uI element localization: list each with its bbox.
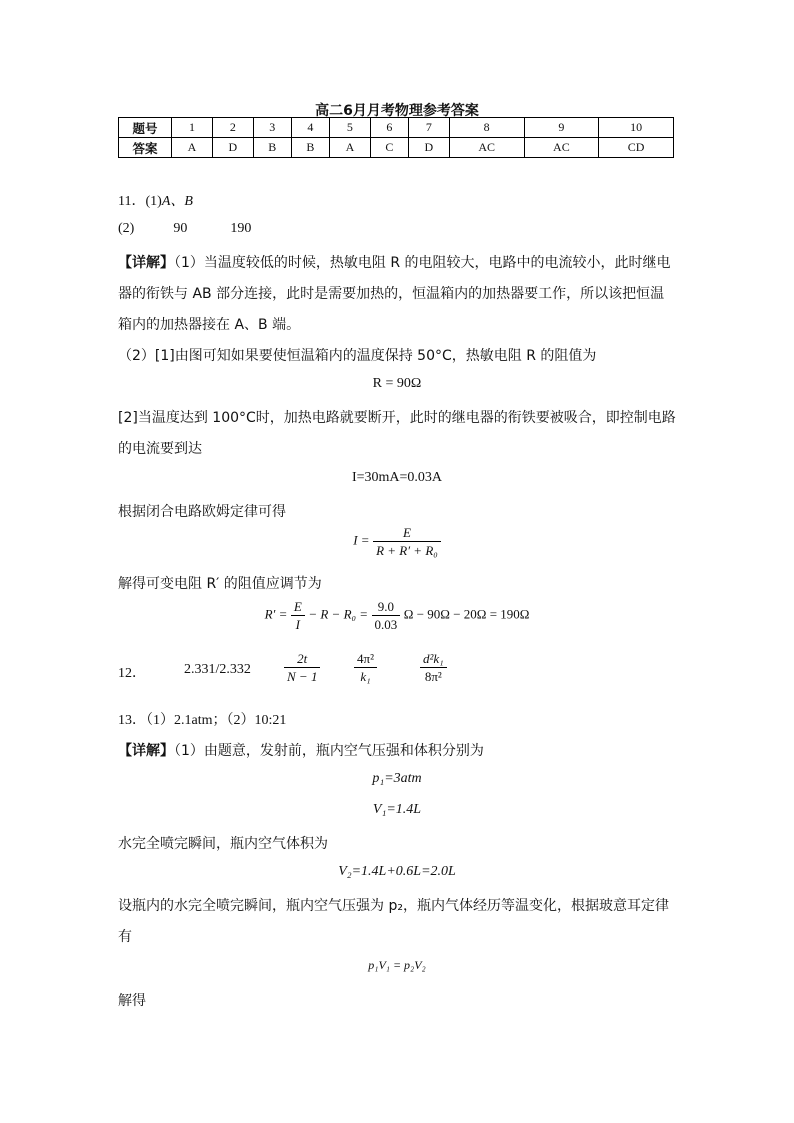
table-cell: C <box>370 138 408 158</box>
q12-label: 12． <box>118 666 146 681</box>
q11-detail-line3: 箱内的加热器接在 A、B 端。 <box>118 317 301 333</box>
q13-detail-line2: 水完全喷完瞬间，瓶内空气体积为 <box>118 836 328 852</box>
table-cell: B <box>253 138 291 158</box>
q13-detail-line3: 设瓶内的水完全喷完瞬间，瓶内空气压强为 p₂，瓶内气体经历等温变化，根据玻意耳定律 <box>118 898 669 914</box>
row-header-question-number: 题号 <box>119 118 172 138</box>
page-title: 高二6月月考物理参考答案 <box>315 103 479 119</box>
eq-r2-left: R′ = <box>264 606 288 622</box>
table-cell: AC <box>524 138 599 158</box>
equation-p1: p₁=3atm <box>372 771 422 786</box>
answer-table <box>118 117 674 158</box>
table-cell: 4 <box>291 118 329 138</box>
fraction-numerator: d²k₁ <box>420 650 447 668</box>
table-cell: B <box>291 138 329 158</box>
table-cell: A <box>172 138 213 158</box>
equation-v1: V₁=1.4L <box>372 802 422 817</box>
detail-tag: 【详解】 <box>118 255 174 271</box>
eq-r2-fraction1 <box>291 598 305 633</box>
q11-detail-line1 <box>118 252 671 272</box>
q13-answer-line: 13．（1）2.1atm；（2）10:21 <box>118 713 287 728</box>
detail-text: （1）由题意，发射前，瓶内空气压强和体积分别为 <box>174 743 484 759</box>
table-cell: 6 <box>370 118 408 138</box>
table-cell: 7 <box>408 118 449 138</box>
detail-text: （1）当温度较低的时候，热敏电阻 R 的电阻较大，电路中的电流较小，此时继电 <box>174 255 671 271</box>
eq-ohm-denominator: R + R′ + R₀ <box>376 543 438 558</box>
equation-v2: V₂=1.4L+0.6L=2.0L <box>338 864 456 879</box>
q11-part2-label: (2) <box>118 221 135 236</box>
eq-ohm-fraction <box>373 524 441 559</box>
fraction-numerator: E <box>291 598 305 616</box>
table-row <box>119 118 674 138</box>
eq-r2-right: Ω − 90Ω − 20Ω = 190Ω <box>403 606 530 622</box>
q11-detail-line6: 的电流要到达 <box>118 441 202 457</box>
table-cell: 1 <box>172 118 213 138</box>
fraction-denominator: N − 1 <box>287 669 318 684</box>
q11-detail-line4: （2）[1]由图可知如果要使恒温箱内的温度保持 50°C，热敏电阻 R 的阻值为 <box>118 348 597 364</box>
table-cell: 10 <box>599 118 674 138</box>
fraction-numerator: 2t <box>284 650 320 668</box>
table-row <box>119 138 674 158</box>
fraction-numerator: 9.0 <box>372 598 401 616</box>
q11-part2-line <box>118 221 251 237</box>
row-header-answer: 答案 <box>119 138 172 158</box>
q11-detail-line7: 根据闭合电路欧姆定律可得 <box>118 504 286 520</box>
q13-detail-line1 <box>118 740 484 760</box>
table-cell: 2 <box>212 118 253 138</box>
q11-part2-value1: 90 <box>173 221 188 236</box>
table-cell: 3 <box>253 118 291 138</box>
table-cell: AC <box>449 138 524 158</box>
q11-detail-line8: 解得可变电阻 R′ 的阻值应调节为 <box>118 576 322 592</box>
q11-part1-label: 11．(1) <box>118 194 162 209</box>
fraction-denominator: 0.03 <box>374 617 398 632</box>
table-cell: CD <box>599 138 674 158</box>
q13-detail-line5: 解得 <box>118 993 146 1009</box>
equation-boyle: p₁V₁ = p₂V₂ <box>368 958 426 972</box>
q11-answer-line <box>118 190 193 210</box>
table-cell: D <box>408 138 449 158</box>
fraction-numerator: 4π² <box>354 650 377 668</box>
q13-detail-line4: 有 <box>118 929 132 945</box>
table-cell: 8 <box>449 118 524 138</box>
eq-r2-fraction2 <box>372 598 401 633</box>
q12-answer1: 2.331/2.332 <box>184 662 251 677</box>
eq-r2-middle: − R − R₀ = <box>308 606 369 622</box>
equation-r: R = 90Ω <box>372 376 422 391</box>
q12-fraction3 <box>420 650 447 685</box>
q11-part1-answer: A、B <box>161 194 193 209</box>
equation-current: I=30mA=0.03A <box>351 470 443 485</box>
table-cell: 9 <box>524 118 599 138</box>
equation-r-prime <box>0 598 794 633</box>
fraction-denominator: 8π² <box>424 669 442 684</box>
q11-part2-value2: 190 <box>230 221 252 236</box>
q11-detail-line5: [2]当温度达到 100°C时，加热电路就要断开，此时的继电器的衔铁要被吸合，即控制电路 <box>118 410 676 426</box>
equation-ohm <box>0 524 794 559</box>
eq-ohm-numerator: E <box>373 524 441 542</box>
q11-detail-line2: 器的衔铁与 AB 部分连接，此时是需要加热的，恒温箱内的加热器要工作，所以该把恒温 <box>118 286 665 302</box>
table-cell: 5 <box>329 118 370 138</box>
fraction-denominator: I <box>295 617 301 632</box>
fraction-denominator: k₁ <box>360 669 371 684</box>
q12-fraction2 <box>354 650 377 685</box>
detail-tag: 【详解】 <box>118 743 174 759</box>
table-cell: A <box>329 138 370 158</box>
table-cell: D <box>212 138 253 158</box>
eq-ohm-left: I = <box>353 532 370 548</box>
q12-fraction1 <box>284 650 320 685</box>
